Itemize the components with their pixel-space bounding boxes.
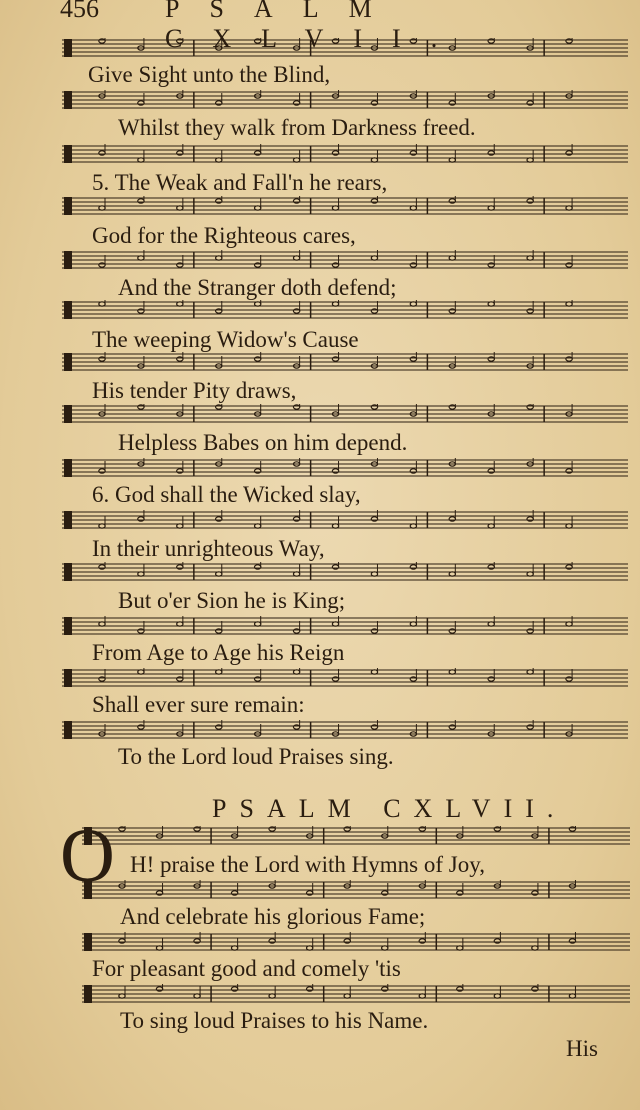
music-staff (62, 250, 628, 270)
lyric-line: But o'er Sion he is King; (118, 588, 346, 613)
lyric-line: H! praise the Lord with Hymns of Joy, (130, 852, 485, 877)
music-staff (62, 510, 628, 530)
lyric-line: The weeping Widow's Cause (92, 327, 359, 352)
page-header (0, 0, 640, 53)
music-staff (62, 352, 628, 372)
music-staff (62, 668, 628, 688)
music-staff (62, 616, 628, 636)
music-staff (62, 404, 628, 424)
music-staff (82, 932, 630, 952)
music-staff (62, 144, 628, 164)
music-staff (62, 720, 628, 740)
music-staff (82, 880, 630, 900)
lyric-line: His tender Pity draws, (92, 378, 297, 403)
music-staff (62, 300, 628, 320)
music-staff (62, 38, 628, 58)
running-title: PSALM CXLVII. (165, 0, 468, 53)
lyric-line: God for the Righteous cares, (92, 223, 356, 248)
lyric-line: Whilst they walk from Darkness freed. (118, 115, 476, 140)
catchword: His (566, 1036, 598, 1061)
music-staff (62, 196, 628, 216)
lyric-line: To sing loud Praises to his Name. (120, 1008, 429, 1033)
lyric-line: Helpless Babes on him depend. (118, 430, 408, 455)
music-staff (62, 562, 628, 582)
lyric-line: Give Sight unto the Blind, (88, 62, 331, 87)
lyric-line: For pleasant good and comely 'tis (92, 956, 401, 981)
lyric-line: To the Lord loud Praises sing. (118, 744, 394, 769)
lyric-line: In their unrighteous Way, (92, 536, 325, 561)
music-staff (62, 458, 628, 478)
lyric-line: And the Stranger doth defend; (118, 275, 397, 300)
drop-capital: O (60, 814, 115, 898)
lyric-line: And celebrate his glorious Fame; (120, 904, 426, 929)
music-staff (82, 984, 630, 1004)
music-staff (62, 90, 628, 110)
lyric-line: 6. God shall the Wicked slay, (92, 482, 361, 507)
page-number: 456 (60, 0, 99, 23)
lyric-line: 5. The Weak and Fall'n he rears, (92, 170, 388, 195)
music-staff (82, 826, 630, 846)
lyric-line: From Age to Age his Reign (92, 640, 345, 665)
lyric-line: Shall ever sure remain: (92, 692, 305, 717)
section-title: PSALM CXLVII. (212, 794, 567, 823)
